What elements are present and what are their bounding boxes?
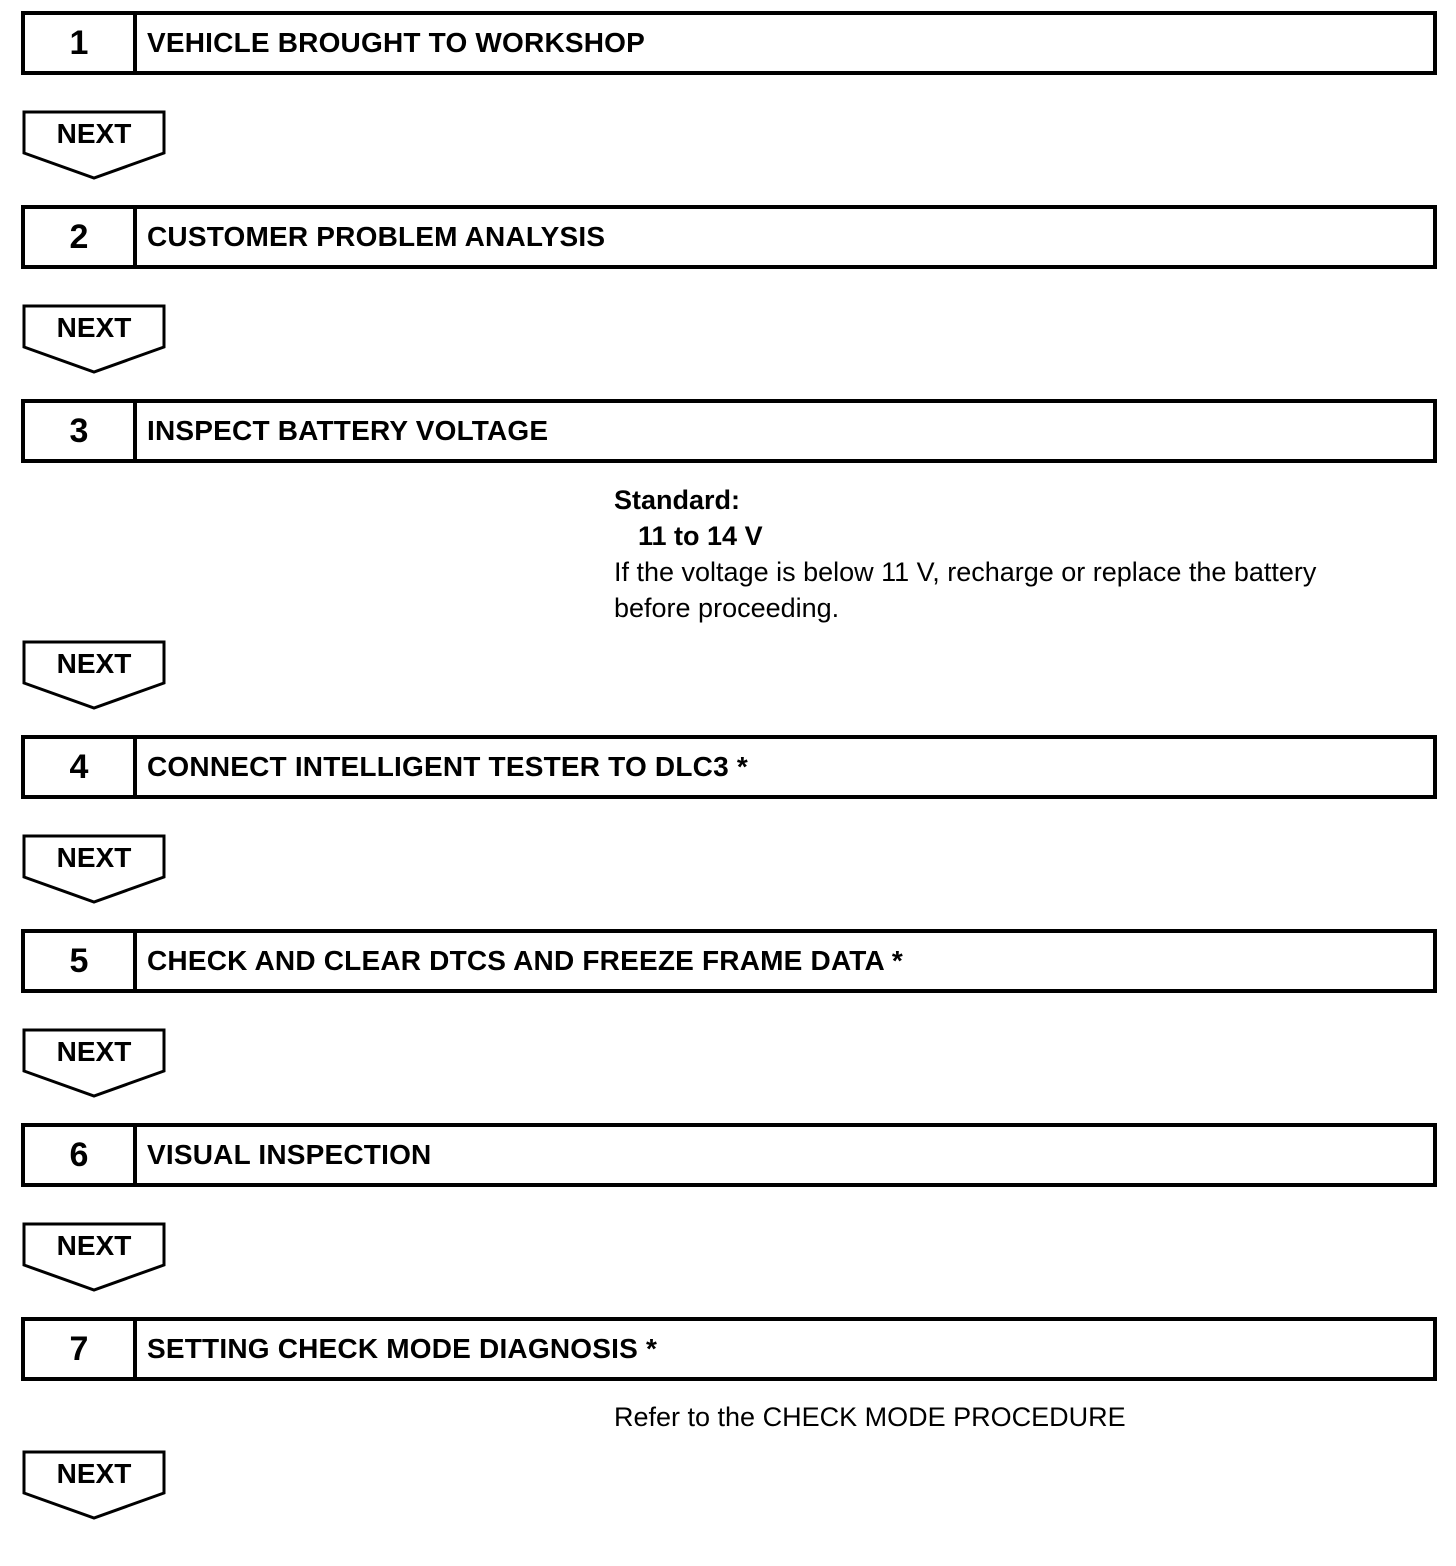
step-1-box bbox=[21, 11, 1437, 75]
next-arrow-6 bbox=[22, 1222, 168, 1294]
step-title: CONNECT INTELLIGENT TESTER TO DLC3 * bbox=[147, 751, 748, 782]
step-number: 7 bbox=[25, 1321, 137, 1377]
step-number: 4 bbox=[25, 739, 137, 795]
battery-note bbox=[614, 482, 1316, 626]
standard-label: Standard: bbox=[614, 485, 741, 515]
next-arrow-5 bbox=[22, 1028, 168, 1100]
next-label: NEXT bbox=[56, 648, 132, 679]
step-4-box bbox=[21, 735, 1437, 799]
next-label: NEXT bbox=[56, 312, 132, 343]
next-arrow-4 bbox=[22, 834, 168, 906]
step-number: 1 bbox=[25, 15, 137, 71]
step-5-box bbox=[21, 929, 1437, 993]
step-title: CHECK AND CLEAR DTCS AND FREEZE FRAME DATA * bbox=[147, 945, 903, 976]
step-number: 2 bbox=[25, 209, 137, 265]
next-arrow-7 bbox=[22, 1450, 168, 1522]
check-mode-note: Refer to the CHECK MODE PROCEDURE bbox=[614, 1402, 1126, 1432]
next-arrow-3 bbox=[22, 640, 168, 712]
note-line-2: before proceeding. bbox=[614, 593, 840, 623]
step-title: SETTING CHECK MODE DIAGNOSIS * bbox=[147, 1333, 658, 1364]
step-title: CUSTOMER PROBLEM ANALYSIS bbox=[147, 221, 606, 252]
step-title: VEHICLE BROUGHT TO WORKSHOP bbox=[147, 27, 646, 58]
note-line-1: If the voltage is below 11 V, recharge or replace the battery bbox=[614, 557, 1317, 587]
next-label: NEXT bbox=[56, 1230, 132, 1261]
step-3-box bbox=[21, 399, 1437, 463]
step-number: 5 bbox=[25, 933, 137, 989]
next-label: NEXT bbox=[56, 1036, 132, 1067]
standard-value: 11 to 14 V bbox=[638, 521, 763, 551]
next-label: NEXT bbox=[56, 1458, 132, 1489]
step-number: 3 bbox=[25, 403, 137, 459]
next-label: NEXT bbox=[56, 118, 132, 149]
step-title: INSPECT BATTERY VOLTAGE bbox=[147, 415, 549, 446]
step-7-box bbox=[21, 1317, 1437, 1381]
step-6-box bbox=[21, 1123, 1437, 1187]
next-label: NEXT bbox=[56, 842, 132, 873]
next-arrow-1 bbox=[22, 110, 168, 182]
next-arrow-2 bbox=[22, 304, 168, 376]
step-number: 6 bbox=[25, 1127, 137, 1183]
step-title: VISUAL INSPECTION bbox=[147, 1139, 432, 1170]
step-2-box bbox=[21, 205, 1437, 269]
